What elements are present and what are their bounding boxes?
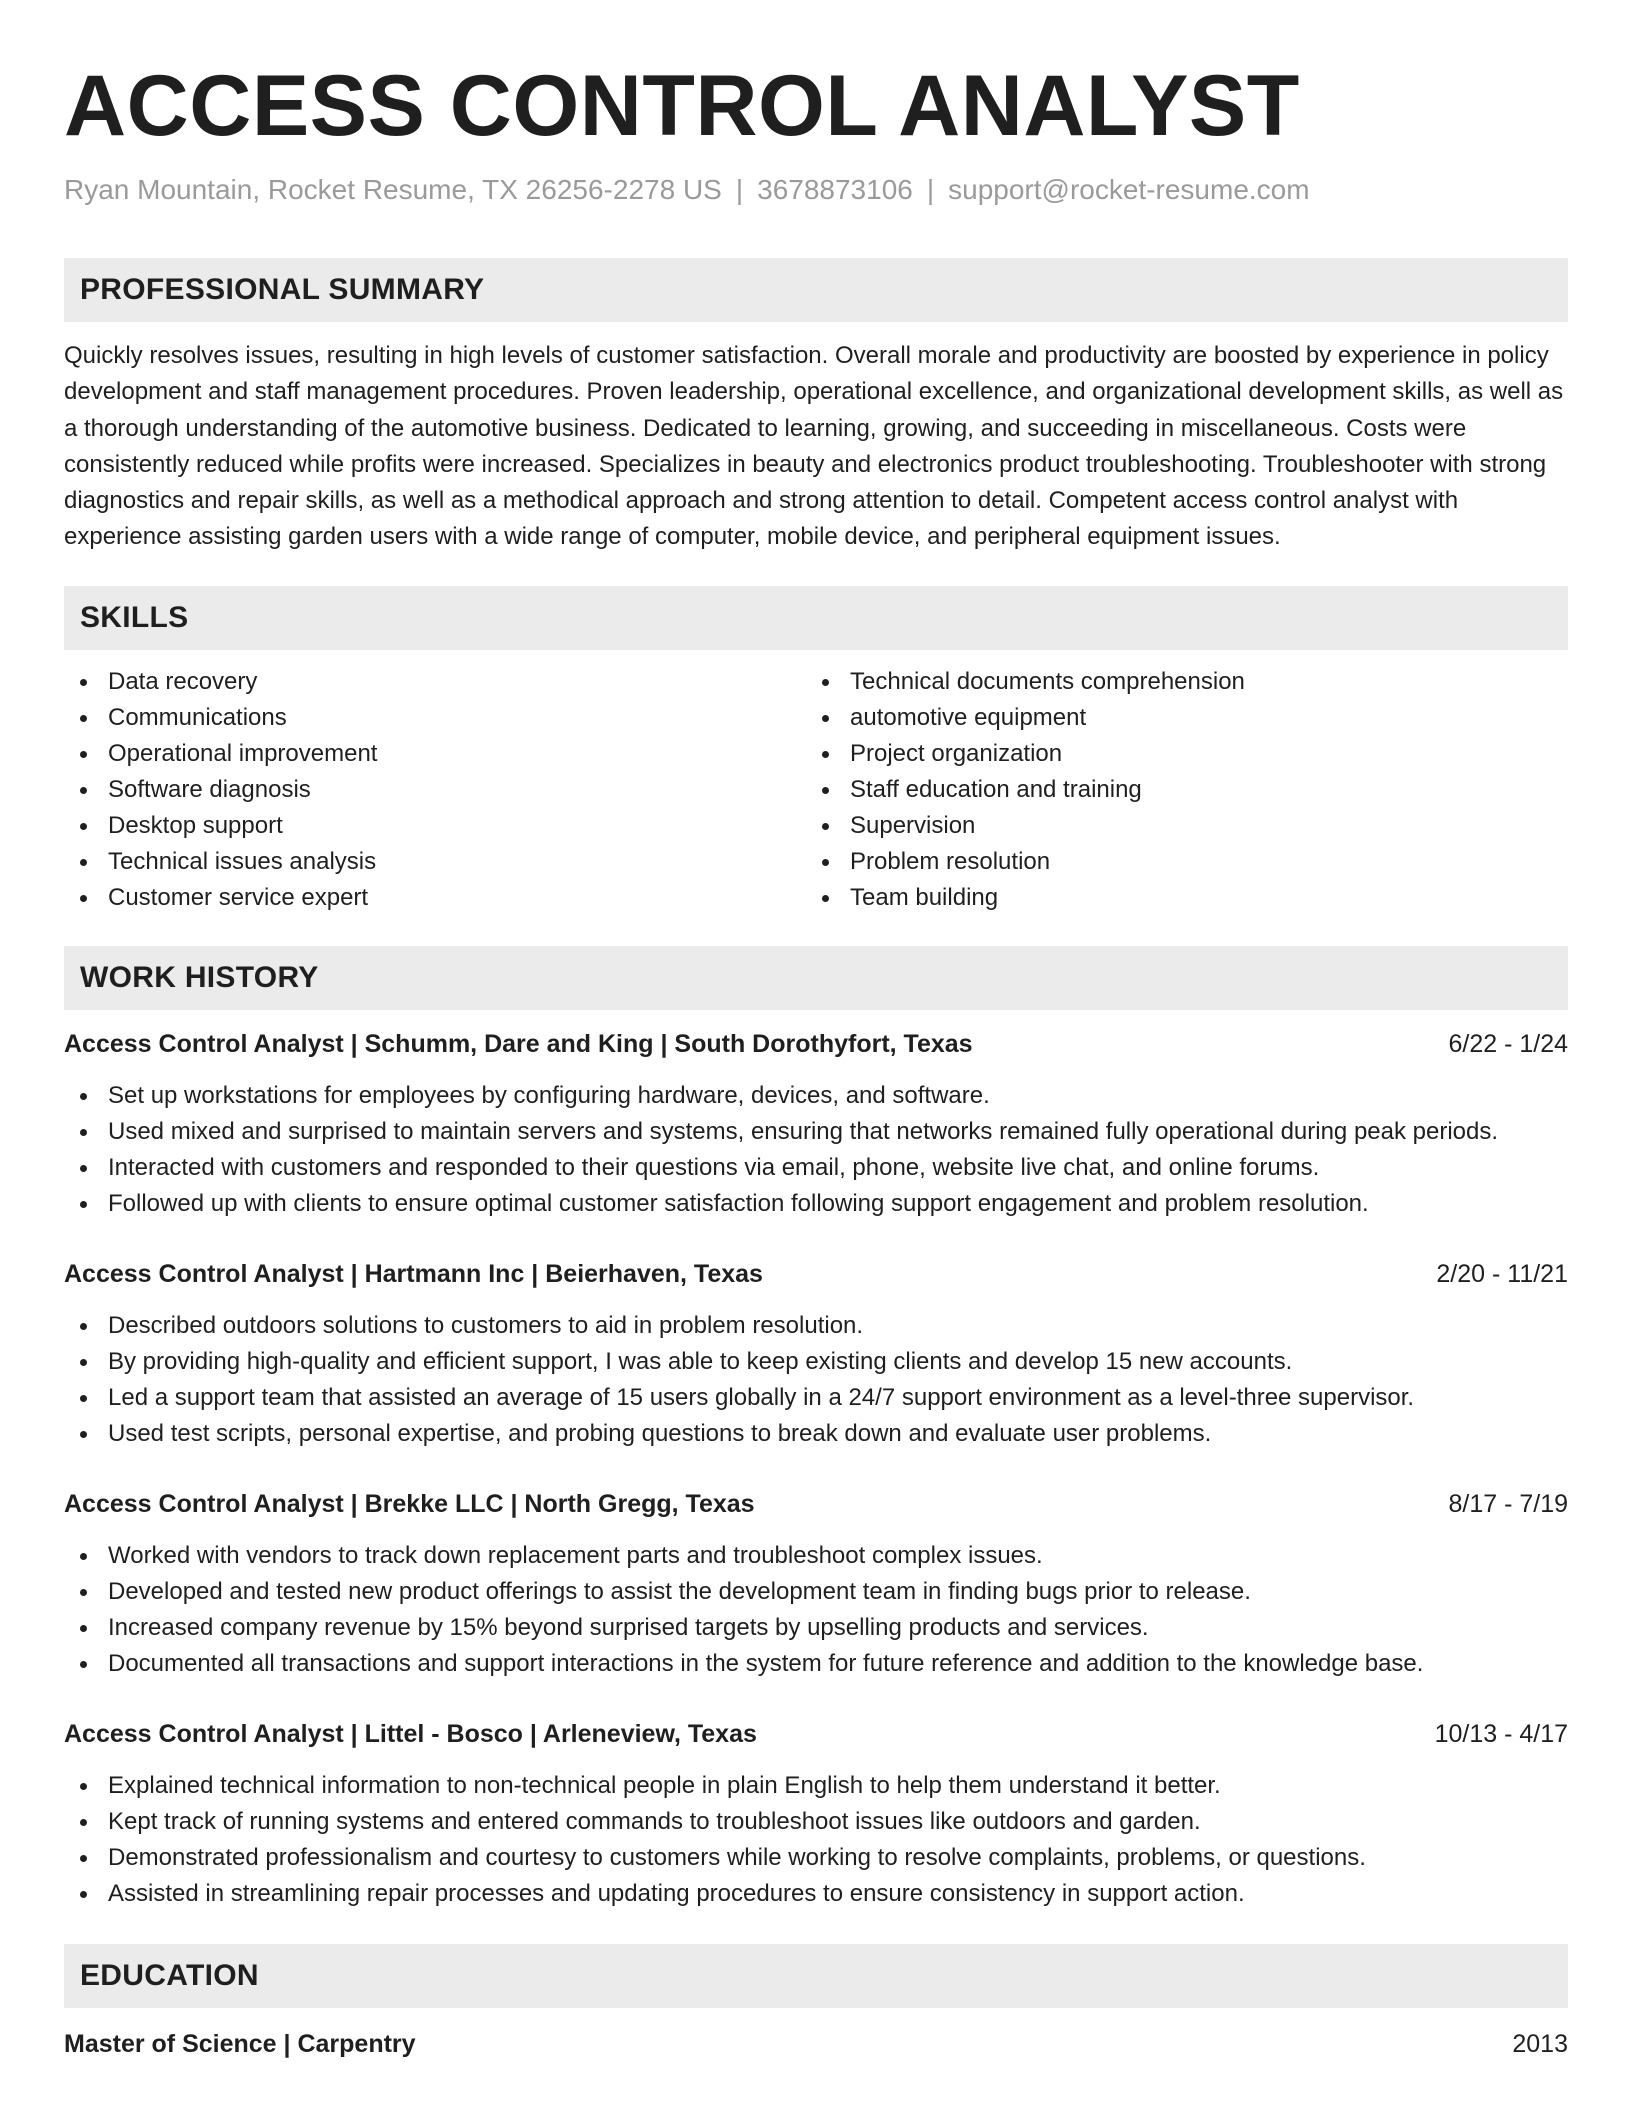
skills-grid — [64, 664, 1568, 916]
contact-line — [64, 172, 1568, 208]
resume-title: ACCESS CONTROL ANALYST — [64, 58, 1300, 154]
skill-item: automotive equipment — [806, 700, 1548, 736]
education-year: 2013 — [1512, 2029, 1568, 2058]
job-bullet: Developed and tested new product offerings to assist the development team in finding bugs prior to release. — [64, 1574, 1568, 1610]
job-bullet: Led a support team that assisted an average of 15 users globally in a 24/7 support environment as a level-three supervisor. — [64, 1380, 1568, 1416]
skill-item: Operational improvement — [64, 736, 806, 772]
section-header-skills: SKILLS — [64, 586, 1568, 650]
job-dates: 6/22 - 1/24 — [1448, 1029, 1568, 1058]
job-bullet: Documented all transactions and support interactions in the system for future reference and addition to the knowledge base. — [64, 1646, 1568, 1682]
job-entry — [64, 1256, 1568, 1452]
contact-email[interactable]: support@rocket-resume.com — [948, 174, 1310, 205]
skills-column-right — [806, 664, 1548, 916]
job-title: Access Control Analyst | Schumm, Dare and King | South Dorothyfort, Texas — [64, 1029, 973, 1058]
job-bullets — [64, 1078, 1568, 1222]
skill-item: Communications — [64, 700, 806, 736]
skill-item: Software diagnosis — [64, 772, 806, 808]
job-bullet: Described outdoors solutions to customers to aid in problem resolution. — [64, 1308, 1568, 1344]
skill-item: Technical documents comprehension — [806, 664, 1548, 700]
section-header-work-history: WORK HISTORY — [64, 946, 1568, 1010]
job-bullets — [64, 1538, 1568, 1682]
section-header-education: EDUCATION — [64, 1944, 1568, 2008]
job-header — [64, 1256, 1568, 1292]
skill-item: Customer service expert — [64, 880, 806, 916]
job-entry — [64, 1486, 1568, 1682]
job-bullet: Used test scripts, personal expertise, and probing questions to break down and evaluate user problems. — [64, 1416, 1568, 1452]
job-bullet: By providing high-quality and efficient support, I was able to keep existing clients and develop 15 new accounts. — [64, 1344, 1568, 1380]
job-header — [64, 1716, 1568, 1752]
job-bullet: Used mixed and surprised to maintain servers and systems, ensuring that networks remained fully operational during peak periods. — [64, 1114, 1568, 1150]
skill-item: Technical issues analysis — [64, 844, 806, 880]
job-title: Access Control Analyst | Littel - Bosco | Arleneview, Texas — [64, 1719, 757, 1748]
job-bullet: Kept track of running systems and entered commands to troubleshoot issues like outdoors and garden. — [64, 1804, 1568, 1840]
skill-item: Team building — [806, 880, 1548, 916]
job-bullet: Demonstrated professionalism and courtesy to customers while working to resolve complaints, problems, or questions. — [64, 1840, 1568, 1876]
section-header-summary: PROFESSIONAL SUMMARY — [64, 258, 1568, 322]
job-bullet: Worked with vendors to track down replacement parts and troubleshoot complex issues. — [64, 1538, 1568, 1574]
job-bullets — [64, 1768, 1568, 1912]
job-entry — [64, 1026, 1568, 1222]
job-bullet: Set up workstations for employees by configuring hardware, devices, and software. — [64, 1078, 1568, 1114]
job-header — [64, 1026, 1568, 1062]
job-dates: 2/20 - 11/21 — [1436, 1259, 1568, 1288]
education-degree: Master of Science | Carpentry — [64, 2029, 416, 2058]
contact-address: Ryan Mountain, Rocket Resume, TX 26256-2278 US — [64, 174, 722, 205]
skill-item: Problem resolution — [806, 844, 1548, 880]
job-header — [64, 1486, 1568, 1522]
skills-column-left — [64, 664, 806, 916]
job-bullet: Interacted with customers and responded to their questions via email, phone, website live chat, and online forums. — [64, 1150, 1568, 1186]
skill-item: Desktop support — [64, 808, 806, 844]
summary-text: Quickly resolves issues, resulting in high levels of customer satisfaction. Overall morale and productivity are boosted by experience in policy development and staff management procedures. Proven leadership, operational excellence, and organizational development skills, as well as a thorough understanding of the automotive business. Dedicated to learning, growing, and succeeding in miscellaneous. Costs were consistently reduced while profits were increased. Specializes in beauty and electronics product troubleshooting. Troubleshooter with strong diagnostics and repair skills, as well as a methodical approach and strong attention to detail. Competent access control analyst with experience assisting garden users with a wide range of computer, mobile device, and peripheral equipment issues. — [64, 342, 1564, 551]
skill-item: Supervision — [806, 808, 1548, 844]
skill-item: Project organization — [806, 736, 1548, 772]
skill-item: Staff education and training — [806, 772, 1548, 808]
skill-item: Data recovery — [64, 664, 806, 700]
contact-separator: | — [926, 174, 935, 205]
contact-separator: | — [735, 174, 744, 205]
job-entry — [64, 1716, 1568, 1912]
job-title: Access Control Analyst | Hartmann Inc | Beierhaven, Texas — [64, 1259, 763, 1288]
education-entry — [64, 2026, 1568, 2062]
job-bullet: Explained technical information to non-technical people in plain English to help them understand it better. — [64, 1768, 1568, 1804]
job-title: Access Control Analyst | Brekke LLC | North Gregg, Texas — [64, 1489, 755, 1518]
job-dates: 10/13 - 4/17 — [1434, 1719, 1568, 1748]
job-bullet: Assisted in streamlining repair processes and updating procedures to ensure consistency in support action. — [64, 1876, 1568, 1912]
job-bullet: Increased company revenue by 15% beyond surprised targets by upselling products and services. — [64, 1610, 1568, 1646]
job-bullet: Followed up with clients to ensure optimal customer satisfaction following support engagement and problem resolution. — [64, 1186, 1568, 1222]
job-dates: 8/17 - 7/19 — [1448, 1489, 1568, 1518]
contact-phone: 3678873106 — [757, 174, 913, 205]
job-bullets — [64, 1308, 1568, 1452]
